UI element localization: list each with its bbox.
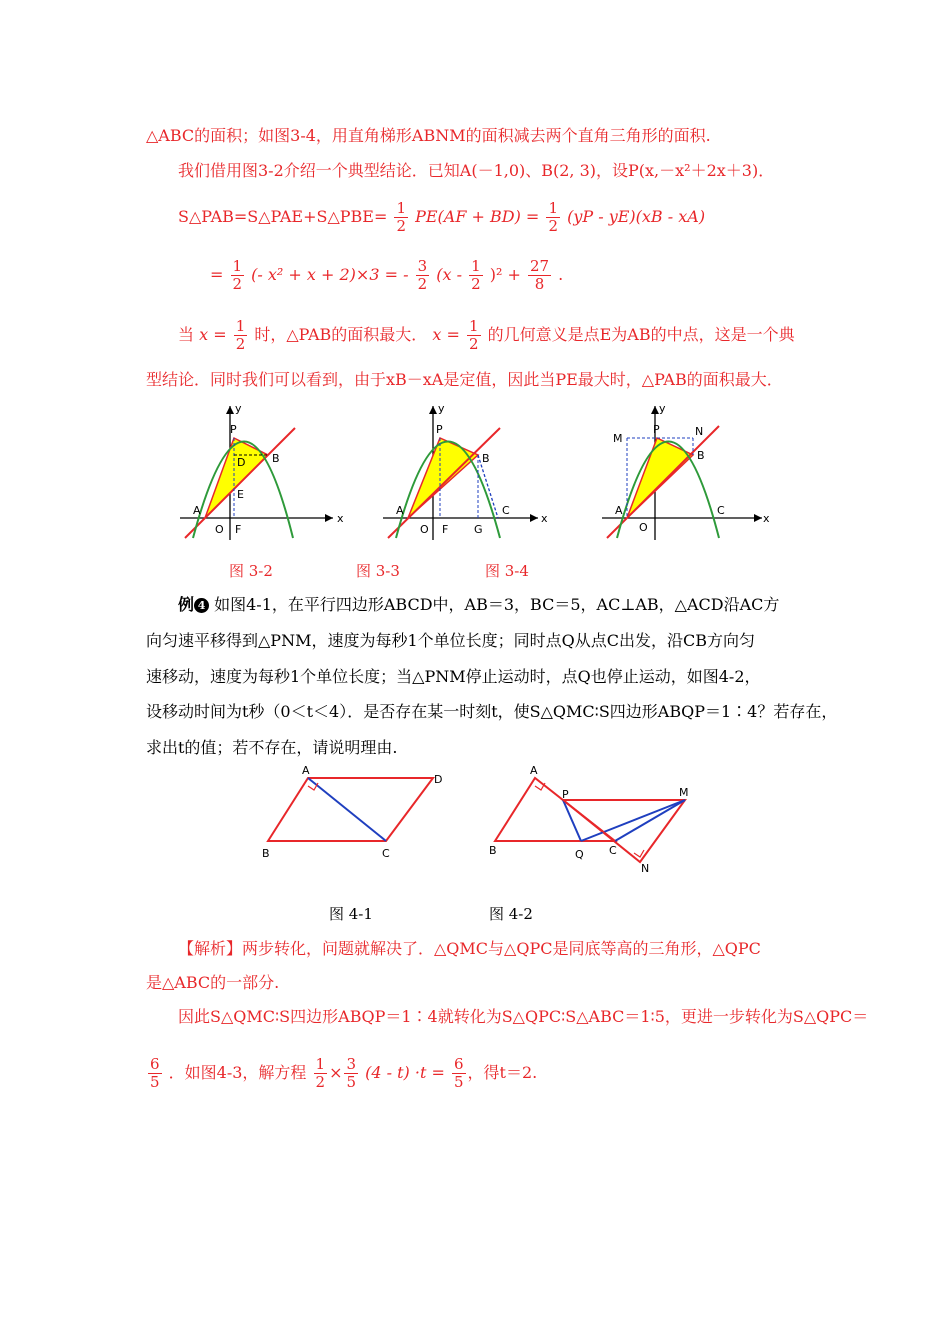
fraction-27-8: $\frac{27}{8}$ <box>529 257 550 293</box>
example4-line2: 向匀速平移得到△PNM，速度为每秒1个单位长度；同时点Q从点C出发，沿CB方向匀 <box>146 631 755 650</box>
formula-2-part: (x - <box>436 265 462 284</box>
text: 时，△PAB的面积最大． <box>254 325 428 344</box>
label: M <box>679 786 689 799</box>
fraction-three-fifths: $\frac{3}{5}$ <box>346 1055 357 1091</box>
label: y <box>438 402 445 415</box>
label: G <box>474 523 483 536</box>
formula-1-mid: PE(AF + BD) = <box>415 207 540 226</box>
label: A <box>615 504 623 517</box>
text: 的几何意义是点E为AB的中点，这是一个典 <box>487 325 795 344</box>
text: ，得t＝2. <box>467 1063 538 1082</box>
caption-3-2: 图 3-2 <box>229 562 273 580</box>
para1-line1: △ABC的面积；如图3-4，用直角梯形ABNM的面积减去两个直角三角形的面积. <box>146 126 711 145</box>
fraction-half: $\frac{1}{2}$ <box>468 317 479 353</box>
formula-2-part: (- x² + x + 2)×3 = - <box>251 265 409 284</box>
caption-4-1: 图 4-1 <box>329 905 373 923</box>
analysis-line1: 【解析】两步转化，问题就解决了．△QMC与△QPC是同底等高的三角形，△QPC <box>178 939 761 958</box>
figure-3-3 <box>378 400 553 545</box>
figure-4-1 <box>258 765 448 865</box>
fraction-six-fifths: $\frac{6}{5}$ <box>150 1055 160 1091</box>
para2-line2: 型结论．同时我们可以看到，由于xB－xA是定值，因此当PE最大时，△PAB的面积最大． <box>146 370 783 389</box>
label: O <box>215 523 224 536</box>
example-text: 如图4-1，在平行四边形ABCD中，AB＝3，BC＝5，AC⊥AB，△ACD沿AC方 <box>214 595 780 614</box>
label: B <box>697 449 705 462</box>
label: N <box>641 862 650 875</box>
label: M <box>613 432 623 445</box>
example4-line4: 设移动时间为t秒（0＜t＜4）．是否存在某一时刻t，使S△QMC∶S四边形ABQP＝1∶4？若存在， <box>146 702 838 721</box>
label: P <box>653 423 660 436</box>
figure-3-2 <box>175 400 350 545</box>
label: C <box>502 504 510 517</box>
fraction-six-fifths: $\frac{6}{5}$ <box>453 1055 464 1091</box>
analysis-line2: 是△ABC的一部分. <box>146 973 280 992</box>
caption-4-2: 图 4-2 <box>489 905 533 923</box>
label: A <box>396 504 404 517</box>
analysis-line3: 因此S△QMC∶S四边形ABQP＝1∶4就转化为S△QPC∶S△ABC＝1∶5，更进一步转化为S△QPC＝ <box>178 1007 869 1026</box>
fraction-half: $\frac{1}{2}$ <box>235 317 246 353</box>
label: C <box>717 504 725 517</box>
text: 当 <box>178 325 195 344</box>
text: (4 - t) ·t = <box>365 1063 445 1082</box>
label: O <box>420 523 429 536</box>
fraction-half: $\frac{1}{2}$ <box>548 199 558 235</box>
example4-line3: 速移动，速度为每秒1个单位长度；当△PNM停止运动时，点Q也停止运动，如图4-2， <box>146 667 761 686</box>
label: P <box>436 423 443 436</box>
label: x <box>763 512 770 525</box>
label: D <box>434 773 443 786</box>
text: × <box>329 1063 343 1082</box>
example-number-badge: 4 <box>194 598 209 613</box>
formula-1 <box>178 200 705 235</box>
label: Q <box>575 848 584 861</box>
formula-2 <box>210 258 563 293</box>
analysis-line4 <box>146 1056 537 1091</box>
fraction-half: $\frac{1}{2}$ <box>315 1055 326 1091</box>
fraction-half: $\frac{1}{2}$ <box>471 257 481 293</box>
formula-2-end: . <box>558 265 564 284</box>
figure-3-4 <box>597 400 777 545</box>
label: B <box>272 452 280 465</box>
label: A <box>530 764 538 777</box>
label: A <box>302 765 310 777</box>
label: P <box>562 788 569 801</box>
example4-line5: 求出t的值；若不存在，请说明理由. <box>146 738 398 757</box>
label: B <box>482 452 490 465</box>
fraction-half: $\frac{1}{2}$ <box>232 257 243 293</box>
fraction-three-halves: $\frac{3}{2}$ <box>417 257 428 293</box>
label: P <box>230 423 237 436</box>
label: D <box>237 456 246 469</box>
example4-line1 <box>178 593 779 617</box>
figure-4-2 <box>485 762 700 877</box>
text: ．如图4-3，解方程 <box>168 1063 307 1082</box>
formula-1-rhs: (yP - yE)(xB - xA) <box>567 207 706 226</box>
label: C <box>609 844 617 857</box>
label: A <box>193 504 201 517</box>
label: B <box>262 847 270 860</box>
label: N <box>695 425 704 438</box>
label: C <box>382 847 390 860</box>
para2-line1: 当 x = $\frac{1}{2}$ 时，△PAB的面积最大． x = $\frac{1}{2}$ 的几何意义是点E为AB的中点，这是一个典 <box>178 317 795 353</box>
formula-2-eq: = <box>210 265 224 284</box>
label: O <box>639 521 648 534</box>
fraction-half: $\frac{1}{2}$ <box>396 199 406 235</box>
formula-1-lhs: S△PAB=S△PAE+S△PBE= <box>178 207 388 226</box>
label: B <box>489 844 497 857</box>
label: F <box>235 523 242 536</box>
label: x <box>541 512 548 525</box>
label: E <box>237 488 244 501</box>
label: y <box>659 402 666 415</box>
para1-line2: 我们借用图3-2介绍一个典型结论．已知A(－1,0)、B(2, 3)，设P(x,－x²＋2x＋3)． <box>178 161 775 180</box>
example-title: 例 <box>178 595 195 614</box>
label: x <box>337 512 344 525</box>
caption-3-4: 图 3-4 <box>485 562 529 580</box>
label: y <box>235 402 242 415</box>
caption-3-3: 图 3-3 <box>356 562 400 580</box>
formula-2-part: )² + <box>489 265 521 284</box>
label: F <box>442 523 449 536</box>
